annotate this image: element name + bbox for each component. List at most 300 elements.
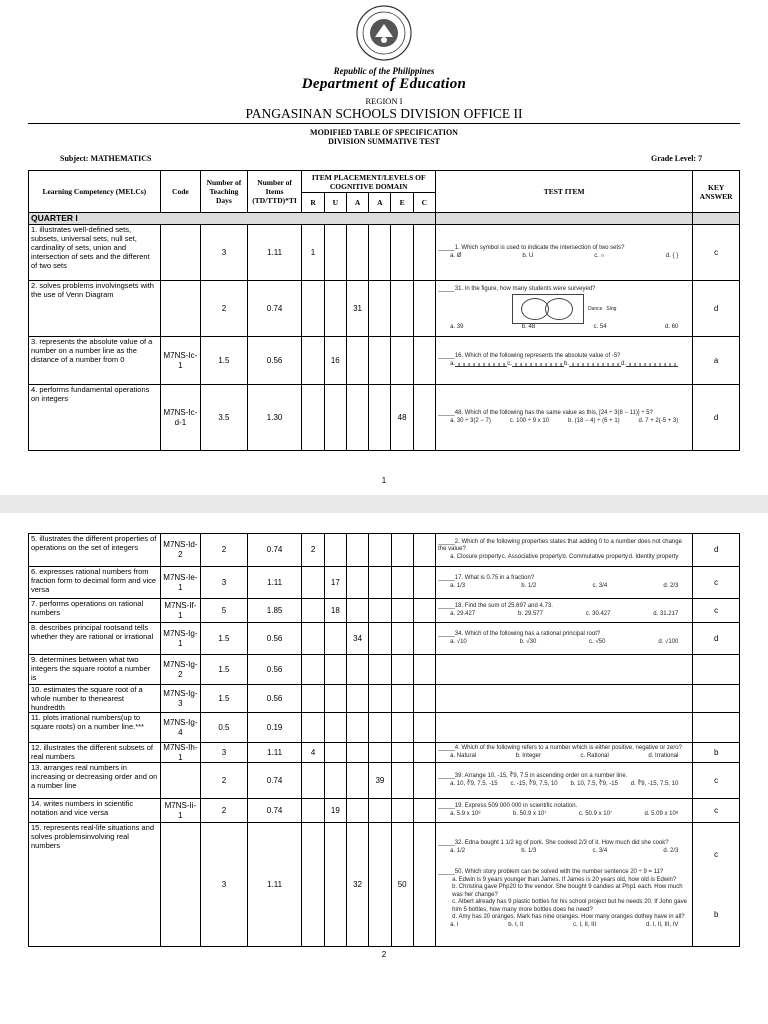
level-a2-cell — [369, 713, 391, 743]
code-cell: M7NS-Ig-2 — [160, 655, 201, 685]
answer-options — [438, 324, 690, 332]
key-answer-cell — [693, 599, 740, 623]
code-cell: M7NS-Ic-1 — [160, 337, 201, 385]
col-u: U — [324, 193, 346, 213]
option-text: b. I, II — [508, 921, 524, 928]
doc-title: MODIFIED TABLE OF SPECIFICATION — [310, 128, 458, 137]
level-a2-cell — [369, 799, 391, 823]
option-text: b. 50.9 x 10⁷ — [513, 810, 547, 817]
melc-cell: 3. represents the absolute value of a number on a number line as the distance of a number from 0 — [29, 337, 161, 385]
key-answer-cell — [693, 763, 740, 799]
option-text: a. 1/3 — [450, 582, 466, 589]
level-r-cell — [302, 567, 324, 599]
table-row — [29, 623, 740, 655]
table-row — [29, 337, 740, 385]
code-cell: M7NS-Ig-4 — [160, 713, 201, 743]
statement-text: a. Edwin is 9 years younger than James. If James is 20 years old, how old is Edwin? — [452, 876, 677, 883]
level-r-cell — [302, 655, 324, 685]
table-row — [29, 763, 740, 799]
melc-cell: 5. illustrates the different properties of operations on the set of integers — [29, 534, 161, 567]
option-text: b. Integer — [515, 752, 541, 759]
items-cell: 0.74 — [247, 799, 302, 823]
option-text: a. 29.427 — [450, 610, 476, 617]
level-e-cell — [391, 534, 413, 567]
level-a1-cell — [346, 337, 368, 385]
col-a1: A — [346, 193, 368, 213]
level-a1-cell — [346, 225, 368, 281]
level-u-cell — [324, 763, 346, 799]
level-cc-cell — [413, 599, 435, 623]
level-a1-cell — [346, 655, 368, 685]
items-cell: 1.85 — [247, 599, 302, 623]
division-title: PANGASINAN SCHOOLS DIVISION OFFICE II — [245, 106, 523, 121]
level-u-cell — [324, 385, 346, 451]
level-u-cell — [324, 713, 346, 743]
option-text: c. 100 ÷ 9 x 10 — [509, 417, 550, 424]
level-a2-cell — [369, 281, 391, 337]
answer-options — [438, 361, 690, 369]
option-text: c. I, II, III — [573, 921, 597, 928]
days-cell: 3 — [201, 823, 248, 947]
days-cell: 2 — [201, 281, 248, 337]
option-text: d. 5.09 x 10⁸ — [644, 810, 679, 817]
level-a1-cell — [346, 799, 368, 823]
level-u-cell — [324, 623, 346, 655]
option-text: d. — [621, 360, 627, 367]
key-answer: c — [714, 850, 719, 860]
question-text: _____4. Which of the following refers to a number which is either positive, negative or zero? — [438, 745, 682, 752]
key-answer: c — [714, 247, 719, 257]
region-label: REGION I — [365, 96, 403, 106]
test-item-cell — [436, 225, 693, 281]
option-text: d. 60 — [664, 323, 679, 330]
key-answer-cell — [693, 337, 740, 385]
level-a2-cell — [369, 623, 391, 655]
test-item-cell — [436, 385, 693, 451]
melc-cell: 11. plots irrational numbers(up to square roots) on a number line.*** — [29, 713, 161, 743]
answer-options — [438, 848, 690, 856]
option-text: a. Ø — [450, 252, 462, 259]
question-text: _____39. Arrange 10, -15, ∛9, 7.5 in ascending order on a number line. — [438, 773, 628, 780]
answer-options — [438, 811, 690, 819]
days-cell: 1.5 — [201, 337, 248, 385]
key-answer-cell — [693, 385, 740, 451]
melc-cell: 9. determines between what two integers the square rootof a number is — [29, 655, 161, 685]
items-cell: 1.11 — [247, 567, 302, 599]
level-e-cell — [391, 763, 413, 799]
level-r-cell — [302, 337, 324, 385]
answer-options — [438, 583, 690, 591]
level-a1-cell — [346, 763, 368, 799]
level-e-cell: 48 — [391, 385, 413, 451]
option-text: d. I, II, III, IV — [646, 921, 679, 928]
key-answer-cell — [693, 713, 740, 743]
option-text: d. 31.217 — [653, 610, 679, 617]
melc-cell: 7. performs operations on rational numbers — [29, 599, 161, 623]
level-a2-cell — [369, 743, 391, 763]
level-a2-cell — [369, 225, 391, 281]
level-a1-cell: 34 — [346, 623, 368, 655]
grade-label: Grade Level: 7 — [651, 154, 703, 163]
option-text: c. 50.9 x 10⁷ — [578, 810, 613, 817]
option-text: b. — [564, 360, 570, 367]
answer-options — [438, 753, 690, 761]
question-text: _____18. Find the sum of 25.697 and 4.73. — [438, 603, 553, 609]
level-u-cell — [324, 823, 346, 947]
level-cc-cell — [413, 337, 435, 385]
items-cell: 0.19 — [247, 713, 302, 743]
items-cell: 1.11 — [247, 225, 302, 281]
question-text: _____19. Express 509 000 000 in scientific notation. — [438, 803, 578, 810]
option-text: b. Commutative property — [562, 553, 629, 560]
page-1 — [0, 0, 768, 495]
key-answer-cell — [693, 743, 740, 763]
level-a1-cell: 32 — [346, 823, 368, 947]
key-answer: b — [713, 909, 719, 919]
option-text: b. (18 − 4) ÷ (6 + 1) — [568, 417, 620, 424]
level-r-cell — [302, 763, 324, 799]
col-r: R — [302, 193, 324, 213]
level-u-cell: 16 — [324, 337, 346, 385]
key-answer: c — [714, 805, 719, 815]
level-e-cell — [391, 743, 413, 763]
option-text: b. 10, 7.5, ∛9, -15 — [570, 780, 618, 787]
level-cc-cell — [413, 534, 435, 567]
republic-label: Republic of the Philippines — [333, 66, 435, 76]
melc-cell: 13. arranges real numbers in increasing or decreasing order and on a number line — [29, 763, 161, 799]
col-c: C — [413, 193, 435, 213]
question-text: _____32. Edna bought 1 1/2 kg of pork. She cooked 2/3 of it. How much did she cook? — [438, 840, 669, 847]
melc-cell: 8. describes principal rootsand tells whether they are rational or irrational — [29, 623, 161, 655]
level-cc-cell — [413, 743, 435, 763]
level-a2-cell — [369, 599, 391, 623]
melc-cell: 10. estimates the square root of a whole number to thenearest hundredth — [29, 685, 161, 713]
items-cell: 0.56 — [247, 623, 302, 655]
days-cell: 2 — [201, 534, 248, 567]
table-row — [29, 655, 740, 685]
level-r-cell — [302, 799, 324, 823]
key-answer-cell — [693, 799, 740, 823]
table-row — [29, 534, 740, 567]
option-text: c. √50 — [589, 638, 606, 645]
option-text: b. 48 — [521, 323, 536, 330]
page-2 — [0, 513, 768, 1024]
page-gap — [0, 495, 768, 513]
test-item-cell — [436, 623, 693, 655]
melc-cell: 12. illustrates the different subsets of real numbers — [29, 743, 161, 763]
days-cell: 2 — [201, 763, 248, 799]
subject-label: Subject: MATHEMATICS — [60, 154, 152, 163]
level-cc-cell — [413, 623, 435, 655]
question-text: _____2. Which of the following properties states that adding 0 to a number does not change the value? — [438, 538, 682, 553]
level-r-cell — [302, 823, 324, 947]
option-text: d. 2/3 — [663, 847, 679, 854]
col-items: Number of Items (TD/TTD)*TI — [247, 171, 302, 213]
test-item-cell — [436, 655, 693, 685]
option-text: b. √30 — [519, 638, 537, 645]
level-cc-cell — [413, 799, 435, 823]
code-cell — [160, 225, 201, 281]
question-text: _____48. Which of the following has the same value as this, [24 ÷ 3(8 − 11)] ÷ 5? — [438, 410, 653, 416]
deped-seal-logo — [355, 4, 413, 62]
option-text: b. 1/2 — [521, 582, 537, 589]
option-text: a. 10, ∛9, 7.5, -15 — [450, 780, 498, 787]
level-u-cell: 17 — [324, 567, 346, 599]
items-cell: 1.30 — [247, 385, 302, 451]
level-e-cell — [391, 713, 413, 743]
code-cell: M7NS-Ig-3 — [160, 685, 201, 713]
code-cell: M7NS-Ig-1 — [160, 623, 201, 655]
option-text: c. Rational — [580, 752, 609, 759]
key-answer: b — [713, 747, 719, 757]
level-e-cell — [391, 599, 413, 623]
days-cell: 2 — [201, 799, 248, 823]
melc-cell: 2. solves problems involvingsets with the use of Venn Diagram — [29, 281, 161, 337]
option-text: d. √100 — [658, 638, 679, 645]
days-cell: 1.5 — [201, 655, 248, 685]
level-u-cell — [324, 534, 346, 567]
level-a1-cell — [346, 599, 368, 623]
key-answer: c — [714, 605, 719, 615]
col-melc: Learning Competency (MELCs) — [29, 171, 161, 213]
key-answer-cell — [693, 655, 740, 685]
option-text: c. 54 — [593, 323, 607, 330]
question-text: _____16. Which of the following represents the absolute value of -5? — [438, 353, 621, 359]
melc-cell: 14. writes numbers in scientific notation and vice versa — [29, 799, 161, 823]
key-answer-cell — [693, 281, 740, 337]
option-text: c. — [507, 360, 512, 367]
level-r-cell — [302, 713, 324, 743]
melc-cell: 6. expresses rational numbers from fraction form to decimal form and vice versa — [29, 567, 161, 599]
items-cell: 0.74 — [247, 534, 302, 567]
col-placement: ITEM PLACEMENT/LEVELS OF COGNITIVE DOMAIN — [302, 171, 436, 193]
key-answer: d — [713, 545, 719, 555]
option-text: b. 29.577 — [517, 610, 543, 617]
key-answer-cell — [693, 567, 740, 599]
answer-options — [438, 418, 690, 426]
items-cell: 0.74 — [247, 281, 302, 337]
option-text: a. 39 — [450, 323, 464, 330]
table-row — [29, 743, 740, 763]
level-cc-cell — [413, 567, 435, 599]
question-text: _____50. Which story problem can be solved with the number sentence 20 ÷ 9 = 11? — [438, 869, 664, 876]
level-a1-cell — [346, 534, 368, 567]
question-text: _____17. What is 0.75 in a fraction? — [438, 575, 535, 581]
level-a2-cell — [369, 567, 391, 599]
option-text: a. I — [450, 921, 459, 928]
code-cell — [160, 823, 201, 947]
level-e-cell — [391, 623, 413, 655]
statement-text: d. Amy has 20 oranges. Mark has nine oranges. How many oranges dothey have in all? — [452, 914, 685, 921]
level-e-cell — [391, 655, 413, 685]
level-r-cell — [302, 685, 324, 713]
option-text: b. U — [522, 252, 534, 259]
melc-cell: 4. performs fundamental operations on integers — [29, 385, 161, 451]
level-cc-cell — [413, 385, 435, 451]
test-item-cell — [436, 713, 693, 743]
table-row — [29, 799, 740, 823]
code-cell: M7NS-Ie-1 — [160, 567, 201, 599]
key-answer: d — [713, 412, 719, 422]
level-a2-cell — [369, 534, 391, 567]
answer-options — [438, 253, 690, 261]
answer-options — [438, 781, 690, 789]
melc-cell: 1. illustrates well-defined sets, subsets, universal sets, null set, cardinality of sets, union and intersection of sets and the different of two sets — [29, 225, 161, 281]
option-text: d. 7 + 2(-5 + 3) — [638, 417, 679, 424]
answer-options — [438, 922, 690, 930]
level-u-cell — [324, 685, 346, 713]
level-e-cell — [391, 337, 413, 385]
code-cell: M7NS-Ih-1 — [160, 743, 201, 763]
items-cell: 0.56 — [247, 337, 302, 385]
level-r-cell: 4 — [302, 743, 324, 763]
level-u-cell — [324, 655, 346, 685]
key-answer: c — [714, 577, 719, 587]
days-cell: 3 — [201, 567, 248, 599]
code-cell — [160, 763, 201, 799]
table-row — [29, 567, 740, 599]
days-cell: 5 — [201, 599, 248, 623]
option-text: d. Identity property — [628, 553, 679, 560]
key-answer-cell — [693, 623, 740, 655]
table-row — [29, 225, 740, 281]
level-u-cell: 18 — [324, 599, 346, 623]
test-item-cell — [436, 599, 693, 623]
code-cell — [160, 281, 201, 337]
number-line-figure — [512, 361, 564, 367]
option-text: a. — [450, 360, 456, 367]
level-a2-cell: 39 — [369, 763, 391, 799]
answer-options — [438, 639, 690, 647]
level-r-cell: 2 — [302, 534, 324, 567]
table-row — [29, 599, 740, 623]
statement-text: c. Albert already has 9 plastic bottles for his school project but he needs 20. If John gave him 5 bottles, how many more bottles does he need? — [452, 899, 687, 913]
days-cell: 1.5 — [201, 623, 248, 655]
option-text: c. 3/4 — [592, 847, 608, 854]
col-days: Number of Teaching Days — [201, 171, 248, 213]
test-item-cell — [436, 799, 693, 823]
level-a2-cell — [369, 385, 391, 451]
test-item-cell — [436, 685, 693, 713]
test-item-cell — [436, 281, 693, 337]
code-cell: M7NS-Ic-d-1 — [160, 385, 201, 451]
level-e-cell — [391, 799, 413, 823]
option-text: a. 30 ÷ 3(2 − 7) — [450, 417, 491, 424]
tos-table-page2 — [28, 533, 740, 947]
level-a1-cell — [346, 713, 368, 743]
level-cc-cell — [413, 685, 435, 713]
days-cell: 1.5 — [201, 685, 248, 713]
header-divider — [28, 123, 740, 124]
level-u-cell — [324, 225, 346, 281]
test-item-cell — [436, 763, 693, 799]
col-code: Code — [160, 171, 201, 213]
option-text: d. ∛9, -15, 7.5, 10 — [630, 780, 679, 787]
table-row — [29, 385, 740, 451]
table-row — [29, 281, 740, 337]
number-line-figure — [626, 361, 678, 367]
key-answer: d — [713, 633, 719, 643]
items-cell: 0.56 — [247, 685, 302, 713]
test-item-cell — [436, 567, 693, 599]
level-a1-cell — [346, 685, 368, 713]
option-text: d. { } — [665, 252, 679, 259]
level-cc-cell — [413, 763, 435, 799]
answer-options — [438, 554, 690, 562]
key-answer: a — [713, 355, 719, 365]
option-text: c. 3/4 — [592, 582, 608, 589]
option-text: a. Natural — [450, 752, 477, 759]
melc-cell: 15. represents real-life situations and solves problemsinvolving real numbers — [29, 823, 161, 947]
number-line-figure — [569, 361, 621, 367]
level-a1-cell: 31 — [346, 281, 368, 337]
venn-diagram — [512, 294, 584, 324]
quarter-label: QUARTER I — [29, 213, 436, 225]
option-text: c. Associative property — [501, 553, 562, 560]
tos-table-page1 — [28, 170, 740, 451]
code-cell: M7NS-If-1 — [160, 599, 201, 623]
level-a2-cell — [369, 685, 391, 713]
option-text: a. 1/2 — [450, 847, 466, 854]
level-a1-cell — [346, 743, 368, 763]
option-text: c. ∩ — [594, 252, 605, 259]
items-cell: 0.56 — [247, 655, 302, 685]
venn-label-b: Sing — [606, 306, 617, 313]
level-r-cell: 1 — [302, 225, 324, 281]
test-item-cell — [436, 743, 693, 763]
items-cell: 1.11 — [247, 743, 302, 763]
code-cell: M7NS-Id-2 — [160, 534, 201, 567]
level-r-cell — [302, 623, 324, 655]
test-item-cell — [436, 337, 693, 385]
level-u-cell — [324, 281, 346, 337]
number-line-figure — [455, 361, 507, 367]
test-item-cell — [436, 534, 693, 567]
key-answer-cell — [693, 685, 740, 713]
days-cell: 3.5 — [201, 385, 248, 451]
level-cc-cell — [413, 225, 435, 281]
page-number-2: 2 — [381, 950, 387, 959]
level-u-cell: 19 — [324, 799, 346, 823]
days-cell: 3 — [201, 743, 248, 763]
col-test-item: TEST ITEM — [436, 171, 693, 213]
days-cell: 3 — [201, 225, 248, 281]
option-text: a. Closure property — [450, 553, 502, 560]
level-a1-cell — [346, 567, 368, 599]
level-r-cell — [302, 385, 324, 451]
level-u-cell — [324, 743, 346, 763]
key-answer-cell — [693, 534, 740, 567]
option-text: d. Irrational — [648, 752, 679, 759]
question-text: _____34. Which of the following has a rational principal root? — [438, 631, 601, 637]
test-item-cell — [436, 823, 693, 947]
level-cc-cell — [413, 823, 435, 947]
level-e-cell — [391, 281, 413, 337]
table-row — [29, 685, 740, 713]
key-answer-cell — [693, 225, 740, 281]
answer-options — [438, 611, 690, 619]
option-text: d. 2/3 — [663, 582, 679, 589]
items-cell: 1.11 — [247, 823, 302, 947]
venn-label-a: Dance — [587, 306, 603, 313]
question-text: _____31. In the figure, how many students were surveyed? — [438, 286, 596, 292]
code-cell: M7NS-Ii-1 — [160, 799, 201, 823]
level-a2-cell — [369, 823, 391, 947]
statement-text: b. Christina gave Php20 to the vendor. She bought 9 candies at Php1 each. How much was her change? — [452, 884, 683, 898]
level-e-cell: 50 — [391, 823, 413, 947]
days-cell: 0.5 — [201, 713, 248, 743]
option-text: c. -15, ∛9, 7.5, 10 — [510, 780, 558, 787]
